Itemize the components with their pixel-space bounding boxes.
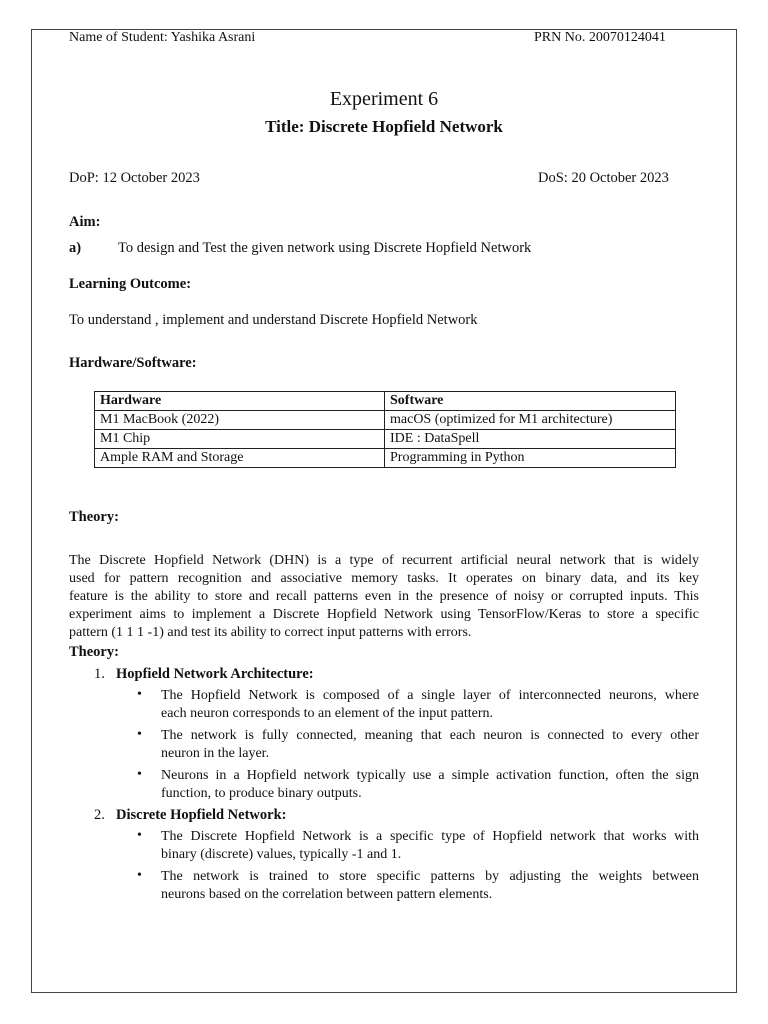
table-row bbox=[95, 430, 676, 449]
bullet-icon: • bbox=[137, 828, 142, 843]
aim-text: To design and Test the given network using Discrete Hopfield Network bbox=[118, 240, 532, 256]
table-cell: Programming in Python bbox=[385, 449, 676, 468]
section-title-discrete: Discrete Hopfield Network: bbox=[116, 807, 287, 823]
bullet-icon: • bbox=[137, 868, 142, 883]
paragraph-line: pattern (1 1 1 -1) and test its ability to correct input patterns with errors. bbox=[69, 625, 472, 640]
aim-heading: Aim: bbox=[69, 214, 101, 230]
hardware-software-heading: Hardware/Software: bbox=[69, 355, 197, 371]
experiment-subtitle: Title: Discrete Hopfield Network bbox=[265, 117, 503, 136]
paragraph-line: The Discrete Hopfield Network (DHN) is a type of recurrent artificial neural network that is widely bbox=[69, 553, 699, 568]
theory-paragraph bbox=[69, 552, 699, 642]
table-cell: M1 MacBook (2022) bbox=[95, 411, 385, 430]
table-cell: macOS (optimized for M1 architecture) bbox=[385, 411, 676, 430]
experiment-title: Experiment 6 bbox=[329, 88, 439, 110]
paragraph-line: feature is the ability to store and recall patterns even in the presence of noisy or corrupted inputs. This bbox=[69, 589, 699, 604]
aim-marker: a) bbox=[69, 240, 82, 256]
date-of-performance: DoP: 12 October 2023 bbox=[69, 170, 200, 186]
hardware-software-table bbox=[94, 391, 676, 468]
table-row bbox=[95, 411, 676, 430]
table-header-software: Software bbox=[385, 392, 676, 411]
bullet-text: The Hopfield Network is composed of a single layer of interconnected neurons, where each neuron corresponds to an element of the input pattern. bbox=[161, 688, 699, 721]
section-number: 2. bbox=[94, 807, 105, 823]
bullet-icon: • bbox=[137, 767, 142, 782]
bullet-text: The network is trained to store specific patterns by adjusting the weights between neurons based on the correlation between pattern elements. bbox=[161, 869, 699, 902]
bullet-icon: • bbox=[137, 687, 142, 702]
learning-outcome-heading: Learning Outcome: bbox=[69, 276, 192, 292]
date-of-submission: DoS: 20 October 2023 bbox=[538, 170, 669, 186]
table-header-row bbox=[95, 392, 676, 411]
bullet-icon: • bbox=[137, 727, 142, 742]
paragraph-line: experiment aims to implement a Discrete Hopfield Network using TensorFlow/Keras to store a specific bbox=[69, 607, 699, 622]
prn-number: PRN No. 20070124041 bbox=[534, 30, 666, 45]
table-cell: M1 Chip bbox=[95, 430, 385, 449]
learning-outcome-text: To understand , implement and understand Discrete Hopfield Network bbox=[69, 312, 478, 328]
section-title-architecture: Hopfield Network Architecture: bbox=[116, 666, 314, 682]
bullet-text: Neurons in a Hopfield network typically use a simple activation function, often the sign function, to produce binary outputs. bbox=[161, 768, 699, 801]
table-header-hardware: Hardware bbox=[95, 392, 385, 411]
table-cell: Ample RAM and Storage bbox=[95, 449, 385, 468]
table-row bbox=[95, 449, 676, 468]
bullet-text: The network is fully connected, meaning that each neuron is connected to every other neuron in the layer. bbox=[161, 728, 699, 761]
theory-heading-2: Theory: bbox=[69, 644, 119, 660]
section-number: 1. bbox=[94, 666, 105, 682]
theory-heading: Theory: bbox=[69, 509, 119, 525]
bullet-text: The Discrete Hopfield Network is a specific type of Hopfield network that works with binary (discrete) values, typically -1 and 1. bbox=[161, 829, 699, 862]
table-cell: IDE : DataSpell bbox=[385, 430, 676, 449]
paragraph-line: used for pattern recognition and associative memory tasks. It operates on binary data, and its key bbox=[69, 571, 699, 586]
student-name: Name of Student: Yashika Asrani bbox=[69, 30, 256, 45]
